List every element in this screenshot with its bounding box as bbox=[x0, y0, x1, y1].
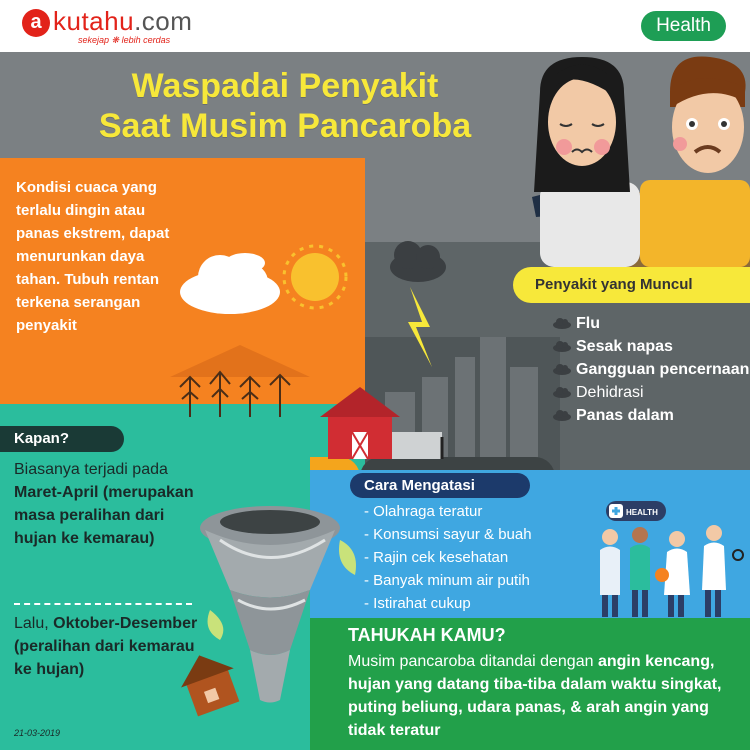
list-item bbox=[552, 312, 750, 335]
list-item bbox=[552, 335, 750, 358]
tahukah-text-pre: Musim pancaroba ditandai dengan bbox=[348, 653, 598, 670]
list-item: - Olahraga teratur bbox=[364, 503, 483, 520]
list-item: - Rajin cek kesehatan bbox=[364, 549, 509, 566]
tahukah-text-bold: angin kencang, hujan yang datang tiba-tiba dalam waktu singkat, puting beliung, udara panas, & arah angin yang tidak teratur bbox=[348, 653, 722, 739]
health-sign-text: HEALTH bbox=[626, 508, 658, 517]
category-badge[interactable]: Health bbox=[641, 11, 726, 41]
title-line-1: Waspadai Penyakit bbox=[131, 67, 439, 105]
list-item: - Istirahat cukup bbox=[364, 595, 471, 612]
list-item bbox=[552, 381, 750, 404]
page-title bbox=[0, 66, 570, 146]
cloud-icon bbox=[552, 340, 572, 352]
cloud-icon bbox=[552, 409, 572, 421]
cloud-icon bbox=[552, 386, 572, 398]
title-line-2: Saat Musim Pancaroba bbox=[98, 107, 472, 145]
cloud-icon bbox=[552, 317, 572, 329]
list-item bbox=[552, 358, 750, 381]
header bbox=[0, 0, 750, 52]
disease-label: Sesak napas bbox=[576, 338, 673, 355]
diseases-heading: Penyakit yang Muncul bbox=[513, 267, 750, 303]
storm-cloud-icon bbox=[390, 241, 446, 282]
disease-label: Gangguan pencernaan bbox=[576, 361, 750, 378]
logo-wordmark[interactable] bbox=[53, 6, 192, 37]
disease-label: Panas dalam bbox=[576, 407, 674, 424]
kapan-text-1-pre: Biasanya terjadi pada bbox=[14, 461, 168, 478]
house-icon bbox=[173, 646, 245, 719]
list-item: - Konsumsi sayur & buah bbox=[364, 526, 532, 543]
tips-list bbox=[364, 500, 594, 615]
medical-staff-illustration bbox=[592, 495, 750, 620]
cloud-icon bbox=[180, 253, 280, 314]
tahukah-heading: TAHUKAH KAMU? bbox=[348, 625, 506, 645]
disease-label: Dehidrasi bbox=[576, 384, 644, 401]
disease-label: Flu bbox=[576, 315, 600, 332]
kapan-heading: Kapan? bbox=[0, 426, 124, 452]
sun-icon bbox=[284, 246, 346, 308]
disease-list bbox=[552, 312, 750, 427]
logo-name: kutahu bbox=[53, 6, 135, 36]
kapan-text-2-pre: Lalu, bbox=[14, 615, 54, 632]
list-item: - Banyak minum air putih bbox=[364, 572, 530, 589]
list-item bbox=[552, 404, 750, 427]
cloud-icon bbox=[552, 363, 572, 375]
logo-tagline: sekejap ❋ lebih cerdas bbox=[78, 35, 171, 45]
condition-text: Kondisi cuaca yang terlalu dingin atau panas ekstrem, dapat menurunkan daya tahan. Tubuh rentan terkena serangan penyakit bbox=[16, 179, 170, 334]
hero-section bbox=[0, 52, 750, 470]
plus-icon bbox=[609, 504, 623, 518]
kapan-text-2-bold: Oktober-Desember (peralihan dari kemarau ke hujan) bbox=[14, 615, 198, 678]
tahukah-text bbox=[348, 650, 746, 742]
logo-mark[interactable]: a bbox=[22, 9, 50, 37]
kapan-text-1-bold: Maret-April (merupakan masa peralihan dari hujan ke kemarau) bbox=[14, 484, 194, 547]
tornado-illustration bbox=[150, 500, 390, 750]
publish-date: 21-03-2019 bbox=[14, 728, 61, 738]
logo-domain: .com bbox=[134, 6, 193, 36]
cara-heading: Cara Mengatasi bbox=[350, 473, 530, 498]
